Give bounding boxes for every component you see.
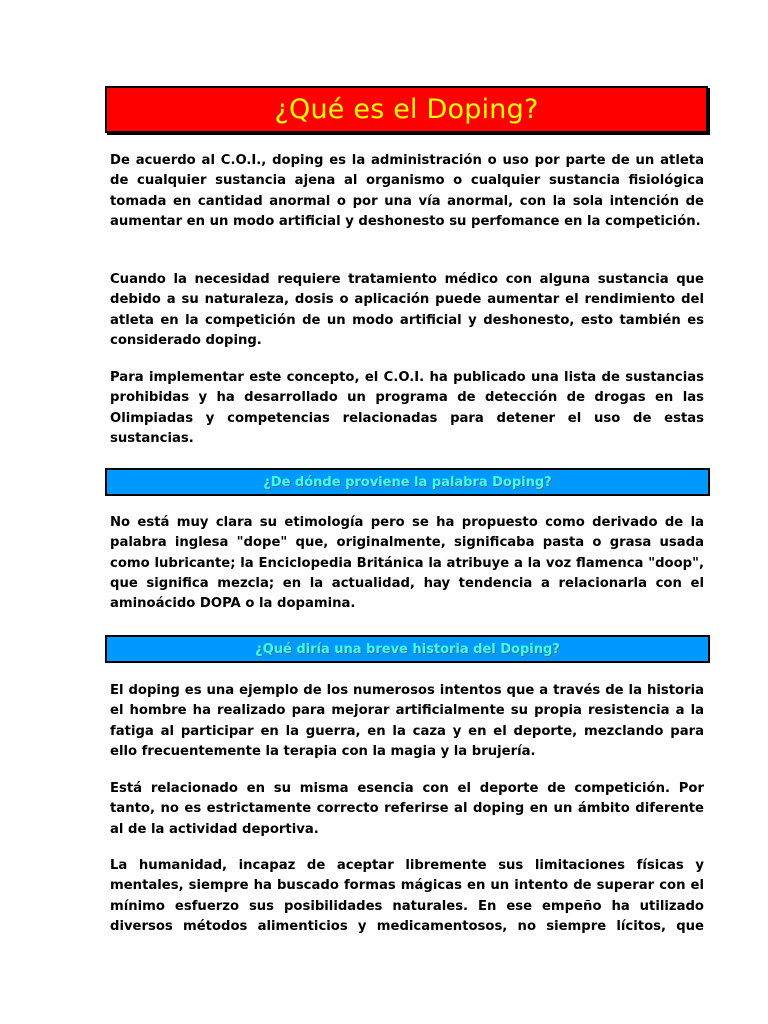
paragraph-prohibited-list: Para implementar este concepto, el C.O.I. ha publicado una lista de sustancias prohibidas y ha desarrollado un programa de detección de drogas en las Olimpiadas y competencias relacionadas para detener el uso de estas sustancias. bbox=[110, 370, 704, 446]
title-banner bbox=[105, 86, 708, 133]
paragraph-medical-treatment: Cuando la necesidad requiere tratamiento médico con alguna sustancia que debido a su naturaleza, dosis o aplicación puede aumentar el rendimiento del atleta en la competición de un modo artificial y deshonesto, esto también es considerado doping. bbox=[110, 272, 704, 348]
paragraph-humanity-limits: La humanidad, incapaz de aceptar libremente sus limitaciones físicas y mentales, siempre ha buscado formas mágicas en un intento de superar con el mínimo esfuerzo sus posibilidades naturales. En ese empeño ha utilizado diversos métodos alimenticios y medicamentosos, no siempre lícitos, que bbox=[110, 858, 704, 934]
paragraph-coi-definition: De acuerdo al C.O.I., doping es la administración o uso por parte de un atleta de cualquier sustancia ajena al organismo o cualquier sustancia fisiológica tomada en cantidad anormal o por una vía anormal, con la sola intención de aumentar en un modo artificial y deshonesto su perfomance en la competición. bbox=[110, 153, 704, 229]
paragraph-etymology: No está muy clara su etimología pero se ha propuesto como derivado de la palabra inglesa "dope" que, originalmente, significaba pasta o grasa usada como lubricante; la Enciclopedia Británica la atribuye a la voz flamenca "doop", que significa mezcla; en la actualidad, hay tendencia a relacionarla con el aminoácido DOPA o la dopamina. bbox=[110, 515, 704, 612]
paragraph-history-intro: El doping es una ejemplo de los numerosos intentos que a través de la historia el hombre ha realizado para mejorar artificialmente su propia resistencia a la fatiga al participar en la guerra, en la caza y en el deporte, mezclando para ello frecuentemente la terapia con la magia y la brujería. bbox=[110, 683, 704, 759]
paragraph-competition-sport: Está relacionado en su misma esencia con el deporte de competición. Por tanto, no es estrictamente correcto referirse al doping en un ámbito diferente al de la actividad deportiva. bbox=[110, 781, 704, 837]
section-heading-etymology bbox=[105, 468, 710, 496]
page-title: ¿Qué es el Doping? bbox=[274, 94, 539, 125]
section-heading-etymology-text: ¿De dónde proviene la palabra Doping? bbox=[263, 474, 552, 490]
section-heading-history-text: ¿Qué diría una breve historia del Doping? bbox=[255, 641, 560, 657]
section-heading-history bbox=[105, 635, 710, 663]
